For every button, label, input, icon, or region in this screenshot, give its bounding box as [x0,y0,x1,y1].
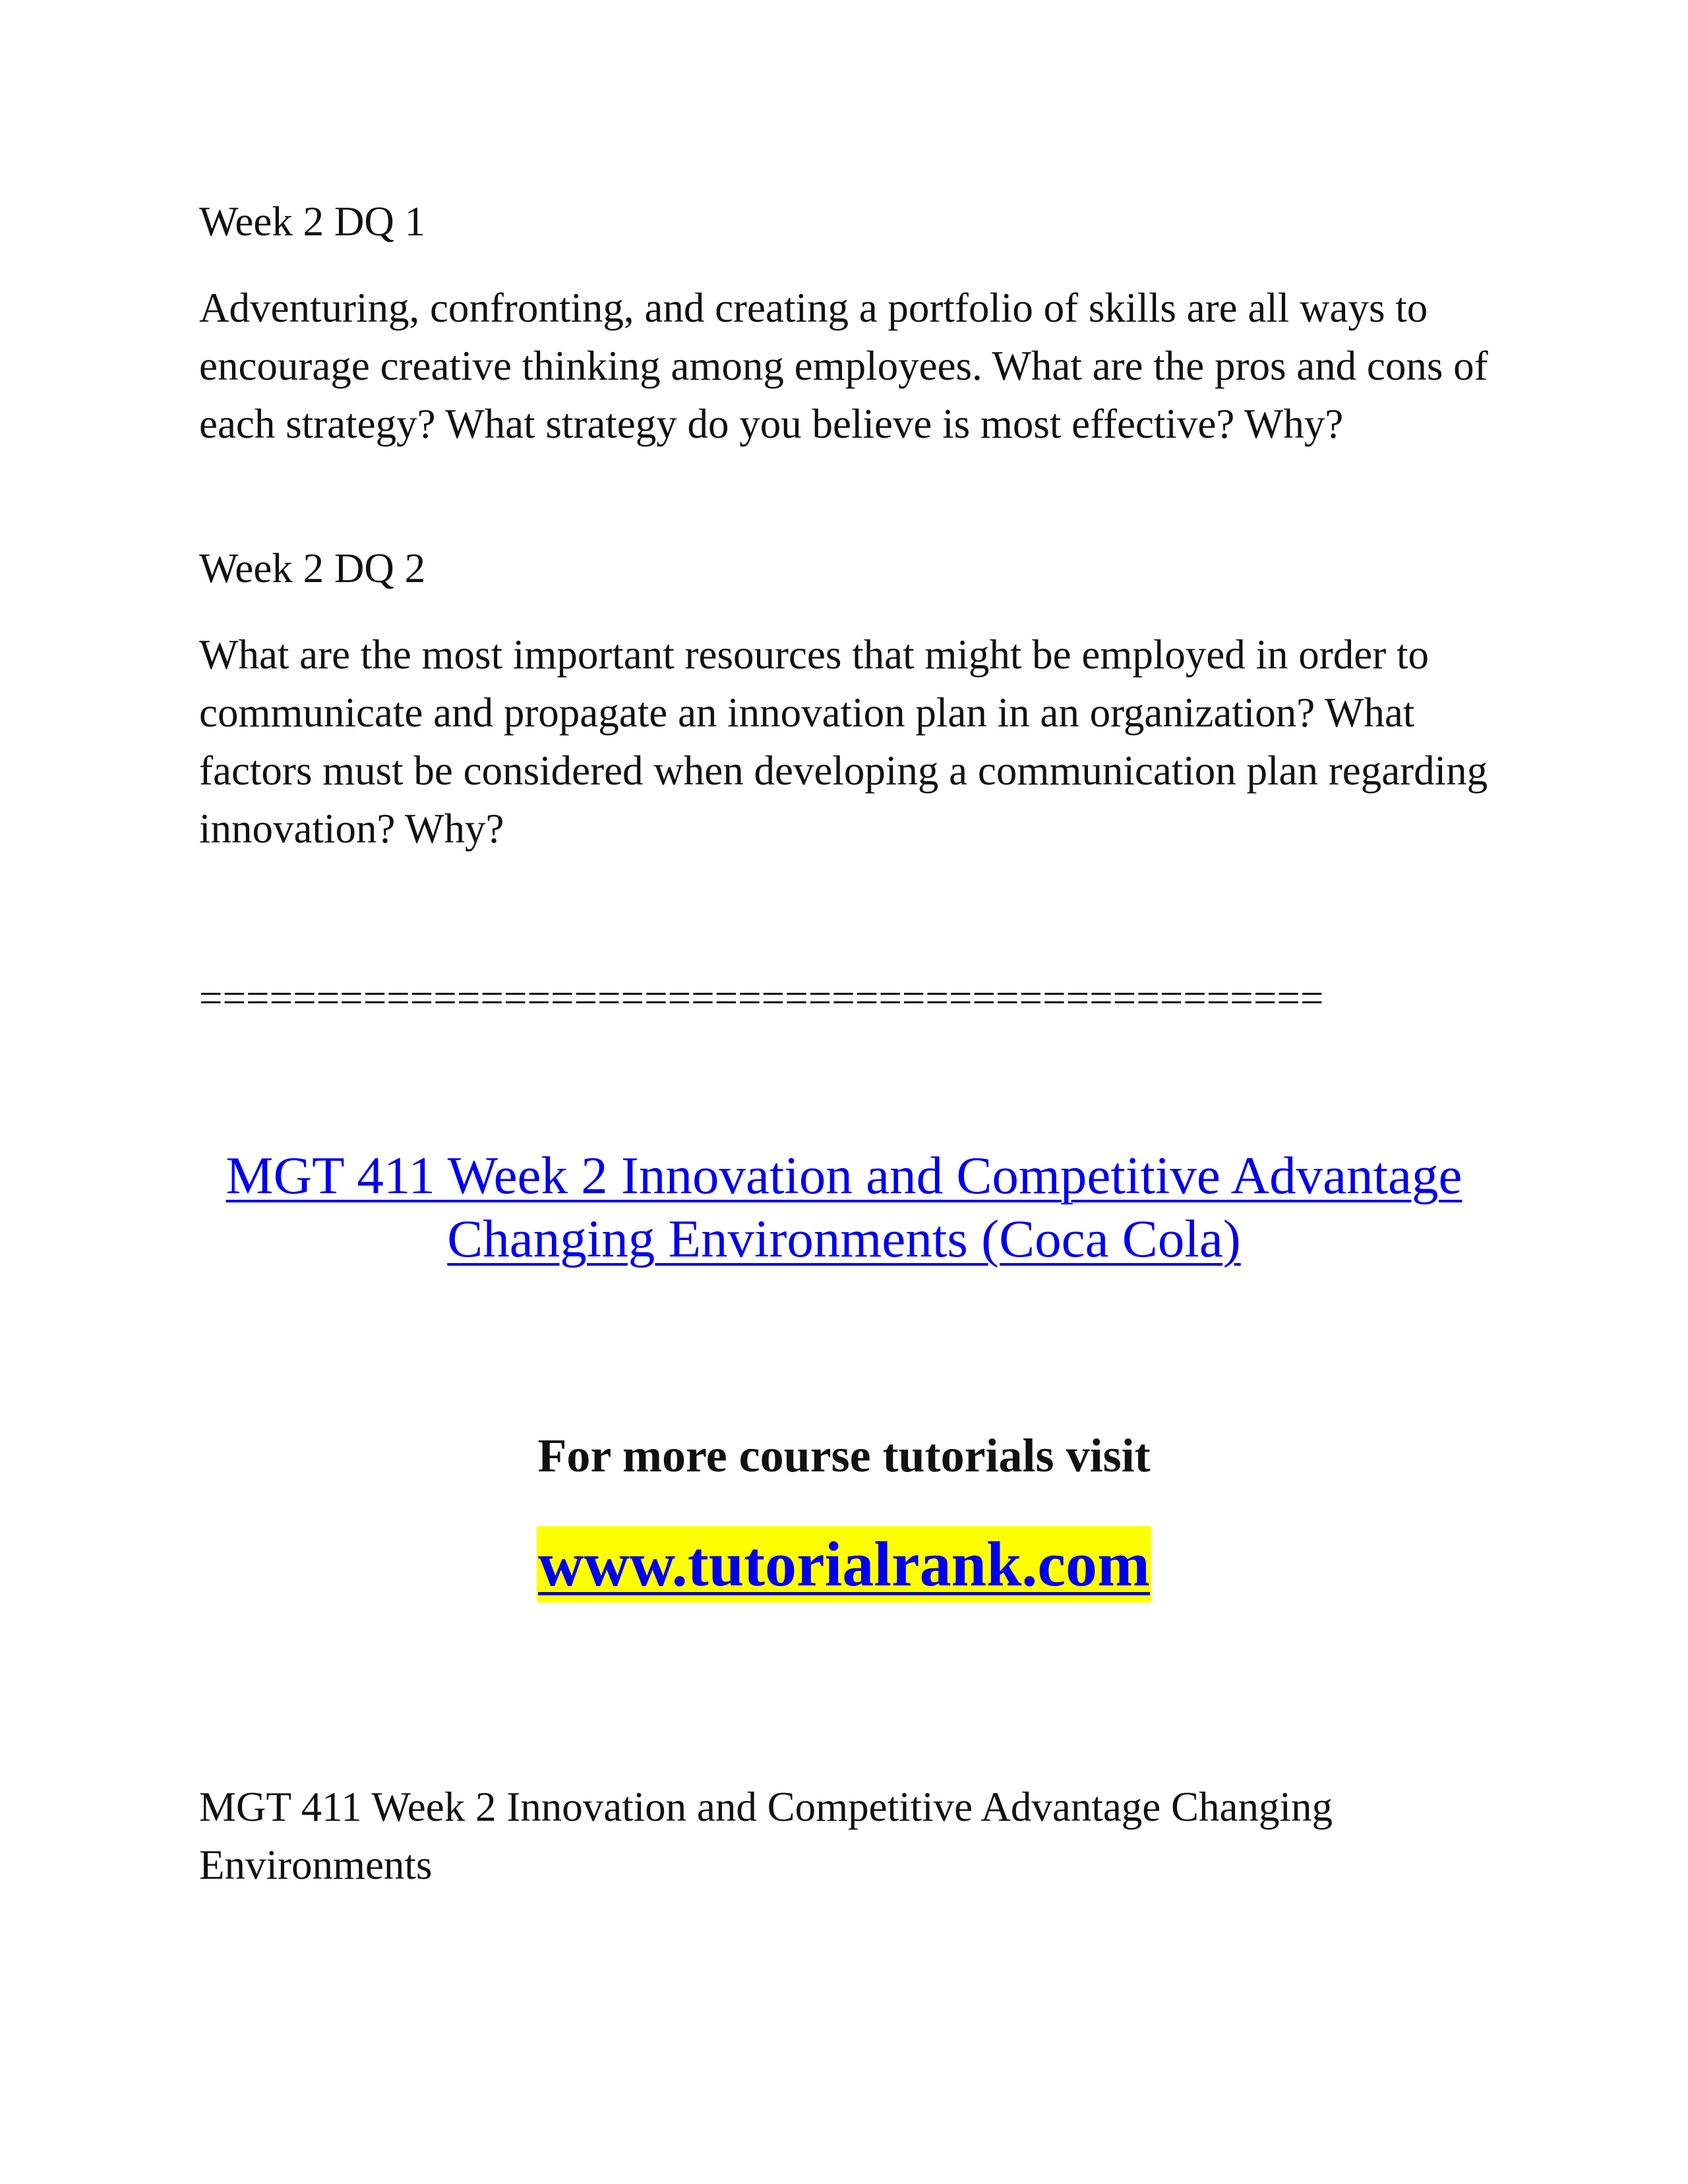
dq1-heading: Week 2 DQ 1 [199,198,426,245]
dq2-question-text: What are the most important resources that might be employed in order to communicate and propagate an innovation plan in an organization? What factors must be considered when developing a communication plan regarding innovation? Why? [199,632,1488,852]
course-title-link[interactable] [0,1144,1688,1270]
course-title-line-1[interactable]: MGT 411 Week 2 Innovation and Competitive Advantage [226,1146,1462,1205]
site-link-wrapper [0,1526,1688,1603]
course-title-line-2[interactable]: Changing Environments (Coca Cola) [447,1209,1241,1268]
separator-line: ================================================ [199,975,1324,1021]
dq2-heading: Week 2 DQ 2 [199,545,426,591]
footer-course-title: MGT 411 Week 2 Innovation and Competitive Advantage Changing Environments [199,1784,1333,1888]
site-url-link[interactable]: www.tutorialrank.com [537,1526,1151,1603]
dq1-question-text: Adventuring, confronting, and creating a portfolio of skills are all ways to encourage creative thinking among employees. What are the pros and cons of each strategy? What strategy do you believe is most effective? Why? [199,285,1488,447]
promo-visit-text: For more course tutorials visit [537,1429,1151,1482]
